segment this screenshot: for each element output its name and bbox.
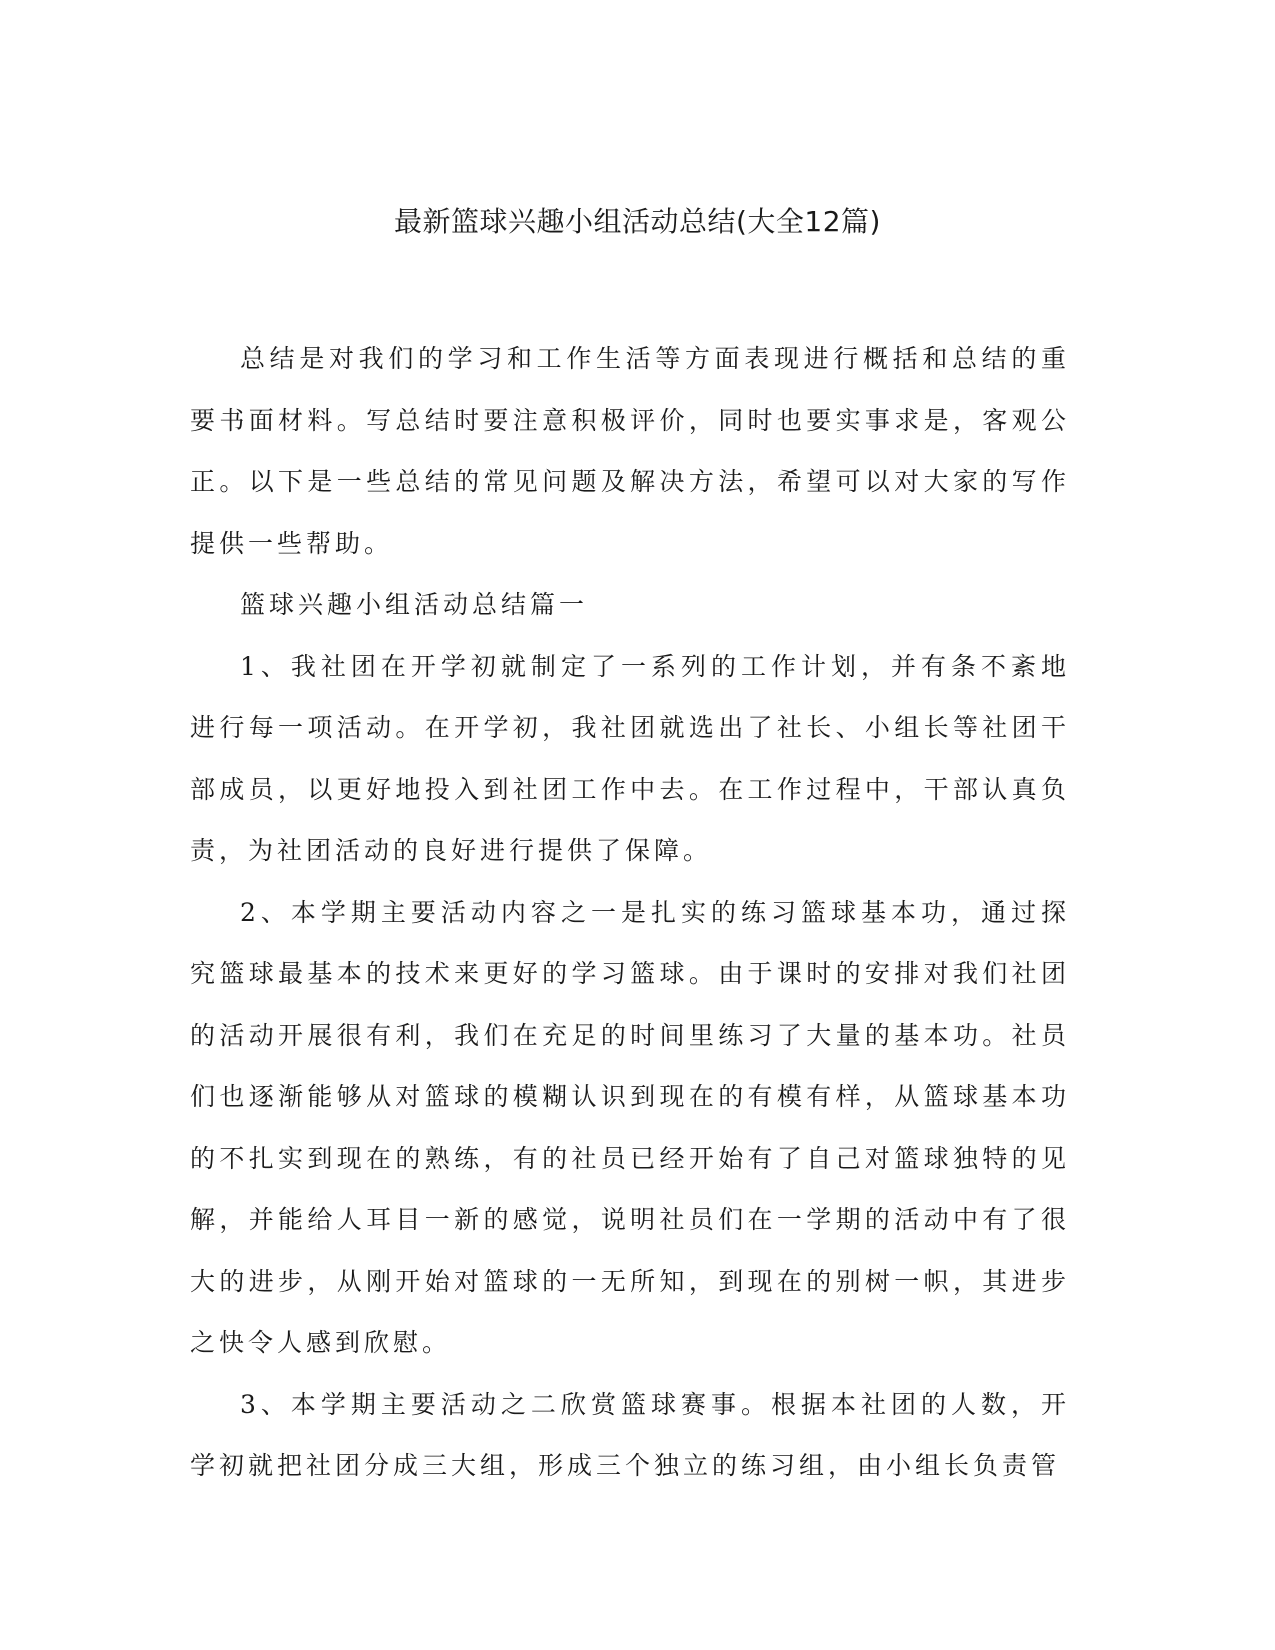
- intro-paragraph: 总结是对我们的学习和工作生活等方面表现进行概括和总结的重要书面材料。写总结时要注意积极评价，同时也要实事求是，客观公正。以下是一些总结的常见问题及解决方法，希望可以对大家的写作提供一些帮助。: [190, 344, 1070, 558]
- body-paragraph-1: 1、我社团在开学初就制定了一系列的工作计划，并有条不紊地进行每一项活动。在开学初，我社团就选出了社长、小组长等社团干部成员，以更好地投入到社团工作中去。在工作过程中，干部认真负责，为社团活动的良好进行提供了保障。: [190, 651, 1070, 865]
- body-paragraph-2: 2、本学期主要活动内容之一是扎实的练习篮球基本功，通过探究篮球最基本的技术来更好的学习篮球。由于课时的安排对我们社团的活动开展很有利，我们在充足的时间里练习了大量的基本功。社员们也逐渐能够从对篮球的模糊认识到现在的有模有样，从篮球基本功的不扎实到现在的熟练，有的社员已经开始有了自己对篮球独特的见解，并能给人耳目一新的感觉，说明社员们在一学期的活动中有了很大的进步，从刚开始对篮球的一无所知，到现在的别树一帜，其进步之快令人感到欣慰。: [190, 897, 1070, 1357]
- section-heading: 篮球兴趣小组活动总结篇一: [240, 590, 589, 619]
- document-title: 最新篮球兴趣小组活动总结(大全12篇): [394, 205, 881, 238]
- document-body: [190, 328, 1070, 1497]
- body-paragraph-3: 3、本学期主要活动之二欣赏篮球赛事。根据本社团的人数，开学初就把社团分成三大组，形成三个独立的练习组，由小组长负责管: [190, 1389, 1070, 1480]
